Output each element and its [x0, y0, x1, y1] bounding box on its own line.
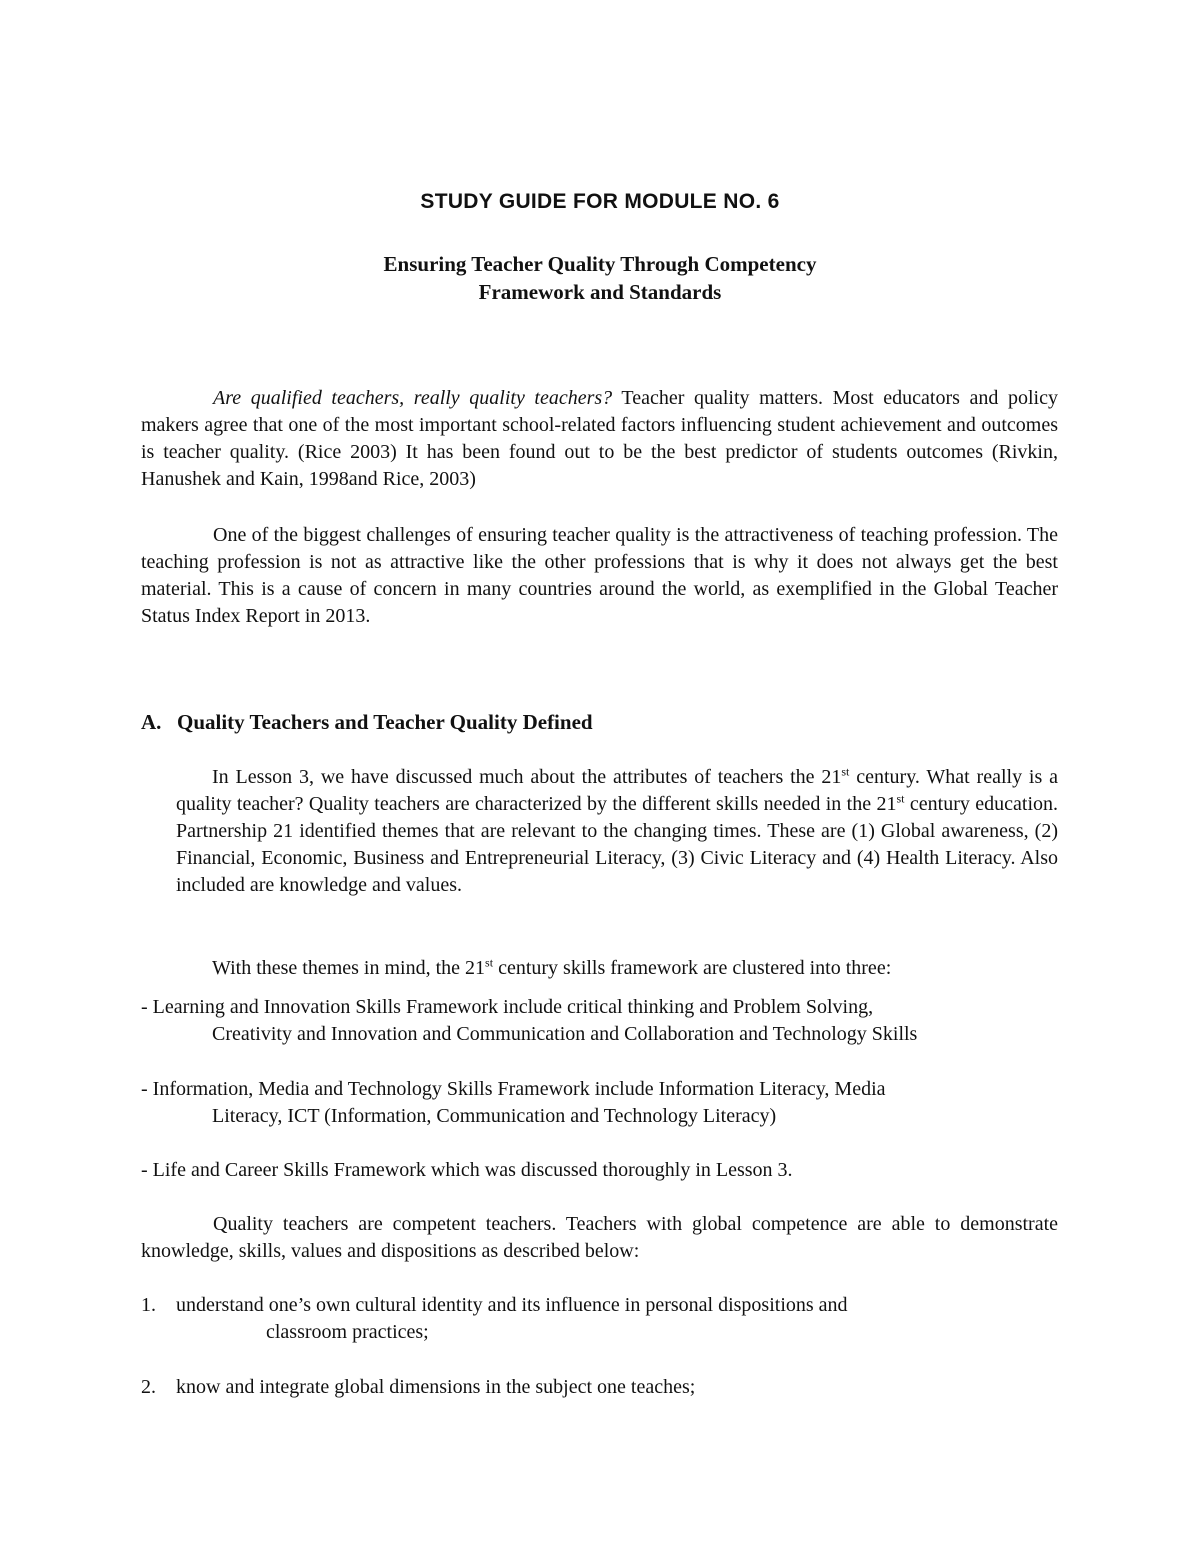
- module-subtitle: [0, 250, 1200, 306]
- bullet-line-2: Creativity and Innovation and Communication and Collaboration and Technology Skills: [212, 1023, 918, 1045]
- text-run: century. What really is a quality teacher? Quality teachers are characterized by the different skills needed in the 21: [176, 766, 1058, 815]
- section-a-title: Quality Teachers and Teacher Quality Defined: [177, 710, 593, 734]
- numbered-item: [141, 1292, 1058, 1346]
- item-number: 2.: [141, 1376, 156, 1398]
- section-a-heading: [141, 710, 593, 735]
- item-line-1: understand one’s own cultural identity and its influence in personal dispositions and: [176, 1294, 848, 1316]
- text-run: In Lesson 3, we have discussed much about the attributes of teachers the 21: [212, 766, 842, 788]
- intro-question: Are qualified teachers, really quality teachers?: [213, 387, 613, 409]
- superscript: st: [896, 791, 905, 806]
- subtitle-line-2: Framework and Standards: [478, 280, 722, 304]
- bullet-item: [141, 1157, 1058, 1184]
- bullet-item: [141, 994, 1058, 1048]
- section-a-paragraph-1: [176, 764, 1058, 899]
- section-a-letter: A.: [141, 710, 162, 734]
- numbered-item: [141, 1374, 1058, 1401]
- intro-text: Teacher quality matters. Most educators and policy makers agree that one of the most important school-related factors influencing student achievement and outcomes is teacher quality. (Rice 2003) It has been found out to be the best predictor of students outcomes (Rivkin, Hanushek and Kain, 1998and Rice, 2003): [141, 387, 1058, 490]
- competence-paragraph: Quality teachers are competent teachers. Teachers with global competence are able to demonstrate knowledge, skills, values and dispositions as described below:: [141, 1213, 1058, 1262]
- item-line-1: know and integrate global dimensions in the subject one teaches;: [176, 1376, 696, 1398]
- subtitle-line-1: Ensuring Teacher Quality Through Competency: [383, 252, 817, 276]
- text-run: With these themes in mind, the 21: [212, 957, 486, 979]
- text-run: century skills framework are clustered into three:: [493, 957, 892, 979]
- intro-paragraph: [141, 385, 1058, 493]
- superscript: st: [485, 955, 494, 970]
- bullet-item: [141, 1076, 1058, 1130]
- item-number: 1.: [141, 1294, 156, 1316]
- text-run: century education. Partnership 21 identified themes that are relevant to the changing times. These are (1) Global awareness, (2) Financial, Economic, Business and Entrepreneurial Literacy, (3) Civic Literacy and (4) Health Literacy. Also included are knowledge and values.: [176, 793, 1058, 896]
- bullet-line-1: - Learning and Innovation Skills Framework include critical thinking and Problem Solving,: [141, 996, 874, 1018]
- bullet-line-1: - Information, Media and Technology Skills Framework include Information Literacy, Media: [141, 1078, 886, 1100]
- item-line-2: classroom practices;: [266, 1321, 429, 1343]
- section-a-paragraph-2: [176, 955, 1058, 982]
- superscript: st: [841, 764, 850, 779]
- bullet-line-1: - Life and Career Skills Framework which was discussed thoroughly in Lesson 3.: [141, 1159, 793, 1181]
- page-title: STUDY GUIDE FOR MODULE NO. 6: [420, 190, 780, 213]
- bullet-line-2: Literacy, ICT (Information, Communication and Technology Literacy): [212, 1105, 777, 1127]
- challenges-paragraph: One of the biggest challenges of ensuring teacher quality is the attractiveness of teaching profession. The teaching profession is not as attractive like the other professions that is why it does not always get the best material. This is a cause of concern in many countries around the world, as exemplified in the Global Teacher Status Index Report in 2013.: [141, 524, 1058, 627]
